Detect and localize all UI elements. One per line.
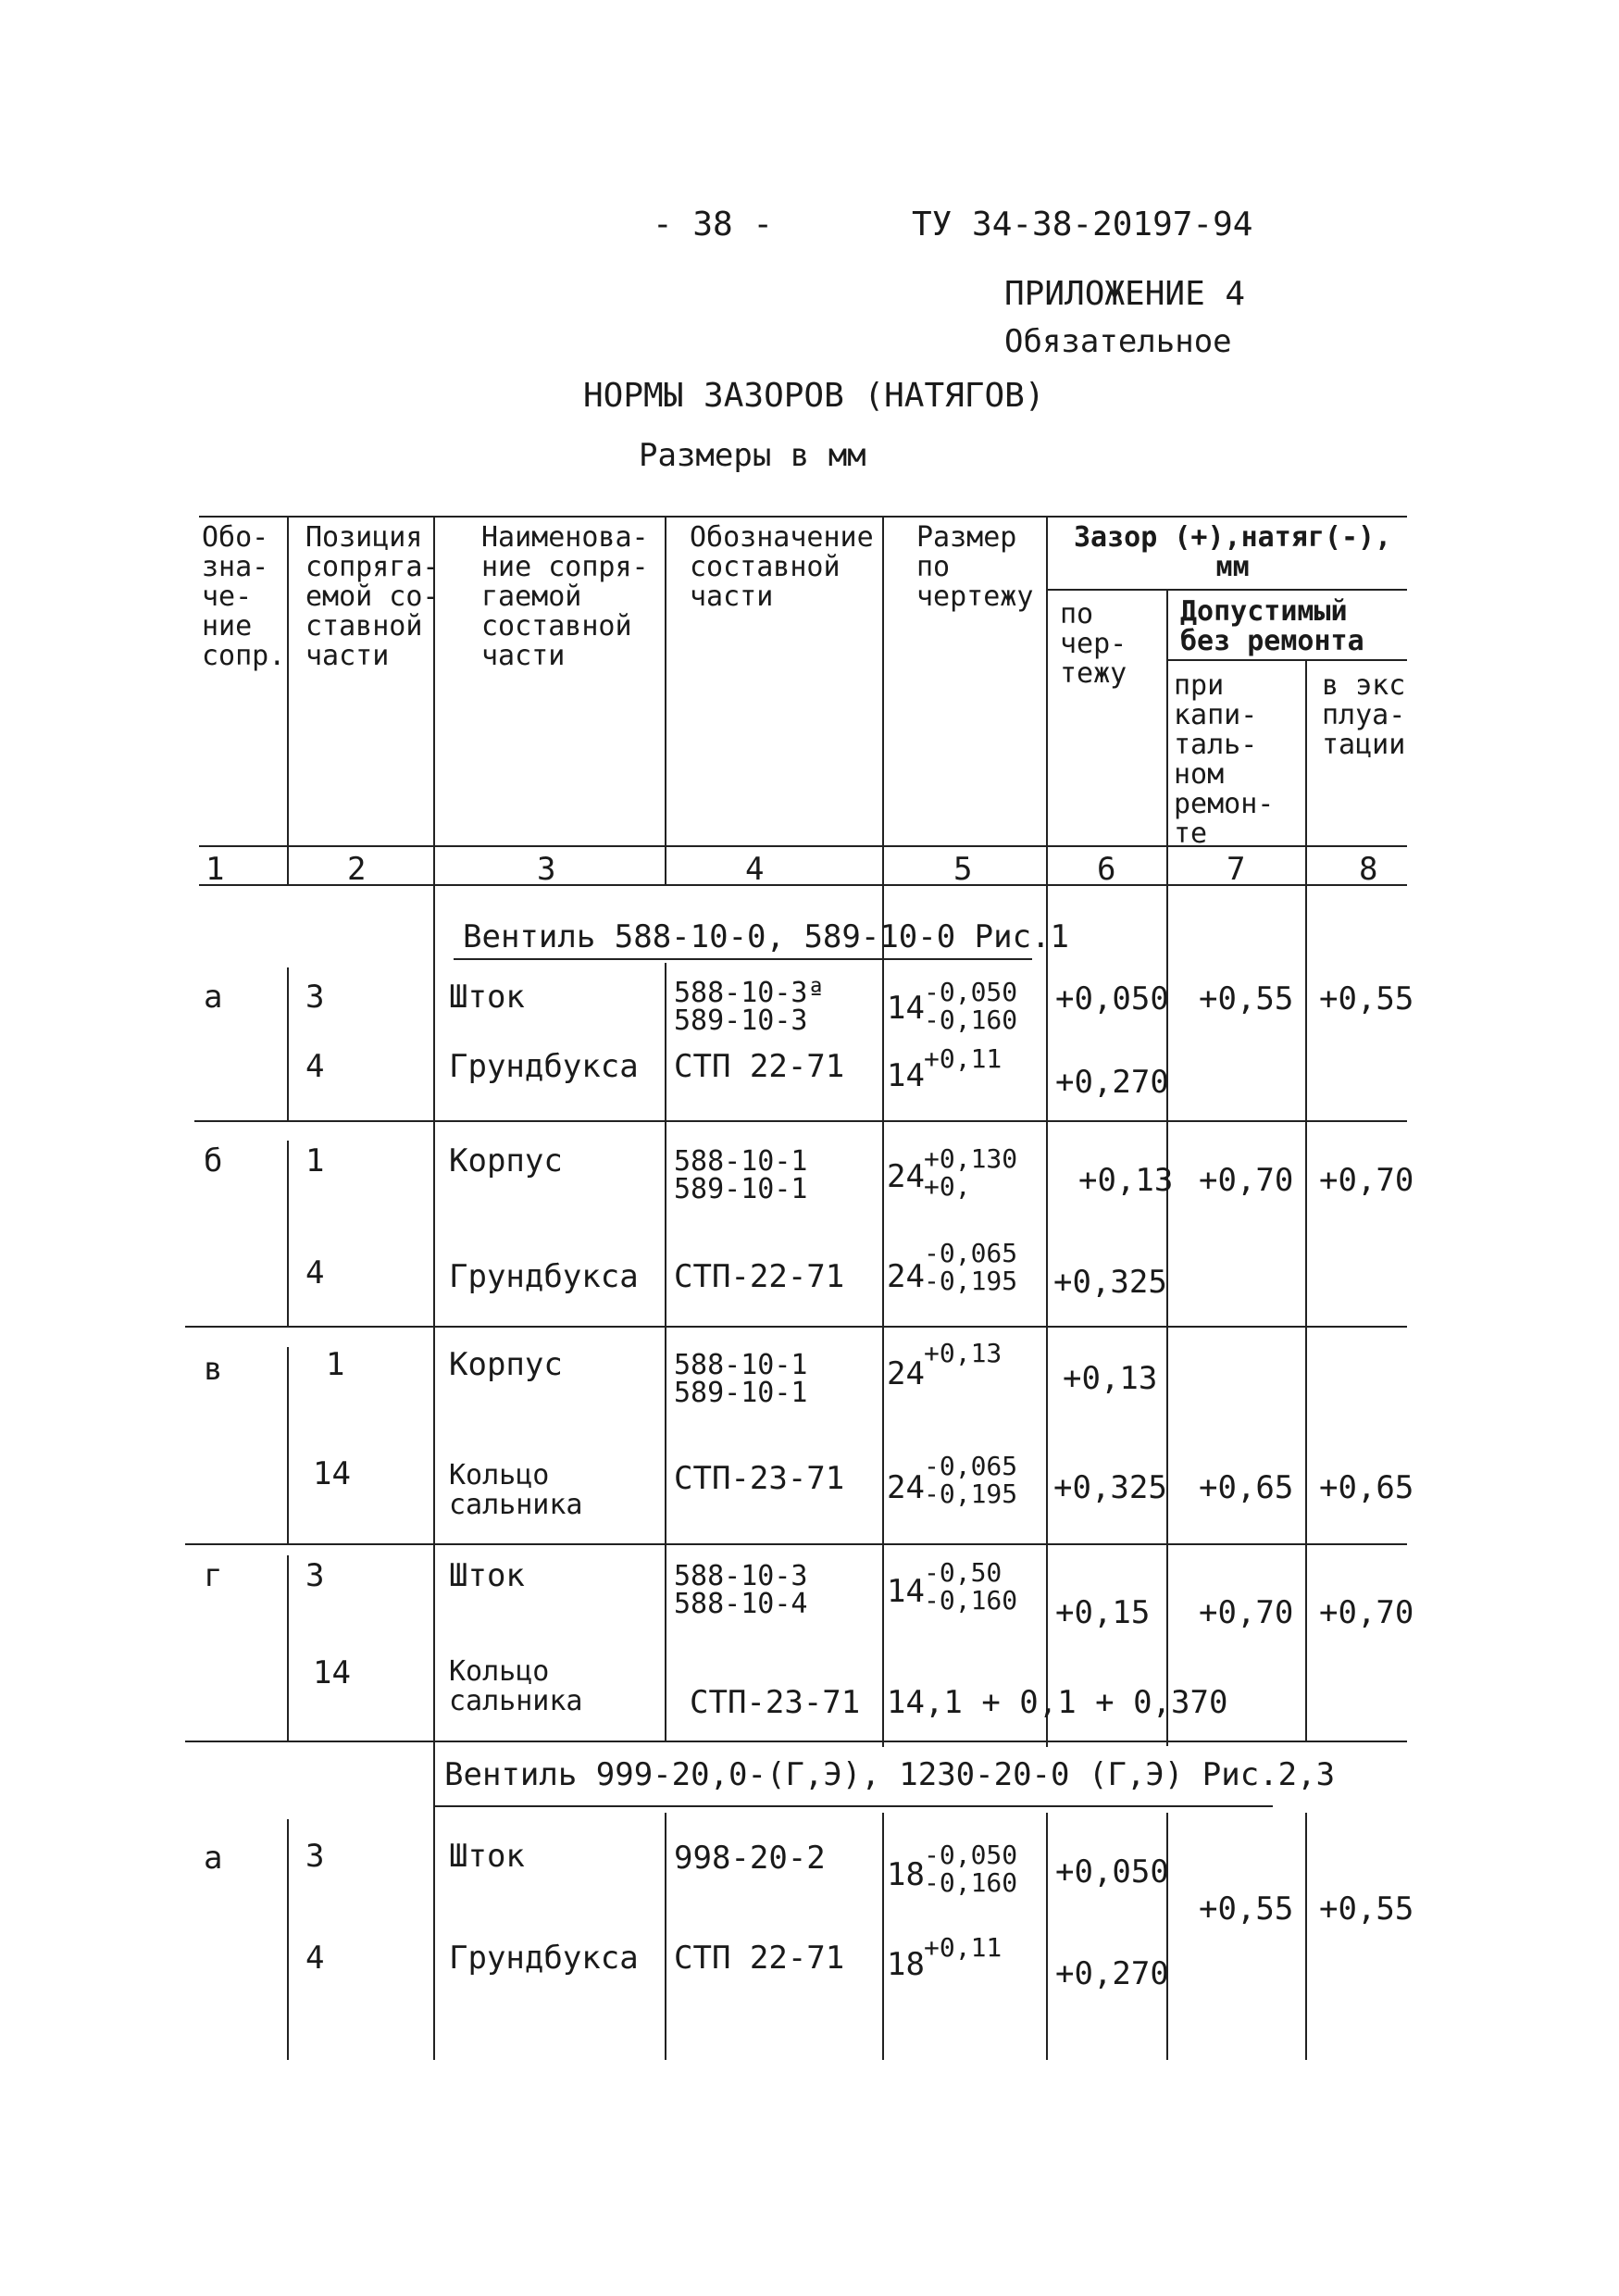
row-gap-operation: +0,70 [1319,1594,1414,1631]
row-size-upper: +0,11 [924,1932,1003,1963]
header-col-3: Наименова- ние сопря- гаемой составной части [481,521,649,672]
col-divider-7 [1305,659,1307,1741]
col-divider-1-a2 [287,1819,289,2060]
row-size-full: 14,1 + 0,1 + 0,370 [887,1684,1228,1721]
row-part-name: Шток [449,979,525,1016]
column-number-8: 8 [1359,851,1378,888]
row-part-code: 588-10-1 589-10-1 [674,1145,808,1205]
row-mark: в [204,1351,223,1388]
column-number-4: 4 [745,851,765,888]
header-clearance-group: Зазор (+),натяг(-), мм [1074,521,1392,583]
row-part-code: СТП-23-71 [690,1684,861,1721]
row-size-upper: -0,050 [924,1840,1018,1870]
row-position: 14 [313,1455,351,1492]
header-col-8: в экс плуа- тации [1322,669,1406,761]
row-size-base: 24 [887,1469,925,1506]
row-part-name: Грундбукса [449,1258,639,1295]
col-divider-3 [665,963,666,1741]
row-gap-capital: +0,70 [1199,1594,1294,1631]
row-gap-drawing: +0,050 [1055,980,1169,1017]
column-number-6: 6 [1097,851,1116,888]
row-size-base: 24 [887,1355,925,1392]
row-position: 14 [313,1654,351,1691]
row-part-name: Шток [449,1557,525,1594]
row-position: 1 [305,1142,325,1179]
header-col-7: при капи- таль- ном ремон- те [1174,669,1275,850]
row-gap-capital: +0,55 [1199,980,1294,1017]
row-part-code: СТП 22-71 [674,1940,845,1977]
row-part-code: 588-10-1 589-10-1 [674,1349,808,1409]
header-col-2: Позиция сопряга- емой со- ставной части [305,521,440,672]
row-gap-operation: +0,70 [1319,1162,1414,1199]
section-title: Вентиль 588-10-0, 589-10-0 Рис.1 [463,918,1070,955]
row-size-base: 18 [887,1946,925,1983]
row-gap-operation: +0,55 [1319,1890,1414,1928]
subgroup-header-rule [1166,659,1407,661]
row-part-name: Грундбукса [449,1940,639,1977]
row-mark: г [204,1557,223,1594]
row-size-base: 14 [887,1573,925,1610]
row-position: 1 [326,1346,345,1383]
column-number-2: 2 [347,851,367,888]
row-size-lower: -0,160 [924,1867,1018,1898]
col-divider-3b [665,1813,666,2060]
row-gap-operation: +0,65 [1319,1469,1414,1506]
appendix-status: Обязательное [1004,323,1232,360]
appendix-label: ПРИЛОЖЕНИЕ 4 [1004,275,1246,313]
col-divider-2 [433,516,435,2060]
row-part-name: Грундбукса [449,1048,639,1085]
row-size-lower: -0,195 [924,1266,1018,1296]
section-title: Вентиль 999-20,0-(Г,Э), 1230-20-0 (Г,Э) Рис.2,3 [444,1756,1336,1793]
col-divider-4b [882,1813,884,2060]
row-mark: а [204,979,223,1016]
row-size-base: 24 [887,1158,925,1195]
row-gap-drawing: +0,15 [1055,1594,1151,1631]
row-part-name: Кольцо сальника [449,1655,583,1717]
row-gap-drawing: +0,13 [1078,1162,1174,1199]
col-divider-6b [1166,1813,1168,2060]
row-position: 4 [305,1254,325,1292]
row-part-name: Корпус [449,1142,563,1179]
row-gap-capital: +0,55 [1199,1890,1294,1928]
col-divider-1-a [287,967,289,1120]
column-number-5: 5 [953,851,973,888]
header-col-1: Обо- зна- че- ние сопр. [202,521,286,672]
row-size-lower: +0, [924,1171,971,1202]
column-number-1: 1 [205,851,225,888]
row-part-name: Шток [449,1838,525,1875]
col-divider-5b [1046,1813,1048,2060]
row-size-upper: +0,11 [924,1043,1003,1074]
row-gap-capital: +0,65 [1199,1469,1294,1506]
group-g-rule [185,1543,1407,1545]
section-2-top-rule [185,1741,1407,1742]
row-part-name: Кольцо сальника [449,1459,583,1521]
column-number-7: 7 [1227,851,1246,888]
header-col-6: по чер- тежу [1060,598,1127,690]
row-gap-drawing: +0,270 [1055,1955,1169,1992]
row-position: 4 [305,1940,325,1977]
row-position: 3 [305,1557,325,1594]
row-size-upper: +0,130 [924,1143,1018,1174]
row-gap-drawing: +0,270 [1055,1064,1169,1101]
page-number: - 38 - [653,206,774,243]
row-gap-drawing: +0,050 [1055,1853,1169,1890]
row-part-code: 588-10-3 588-10-4 [674,1560,808,1620]
row-part-code: 588-10-3ª 589-10-3 [674,977,825,1037]
row-gap-drawing: +0,325 [1053,1469,1167,1506]
row-position: 3 [305,979,325,1016]
row-mark: б [204,1142,223,1179]
col-divider-1-header [287,516,289,884]
group-v-rule [185,1326,1407,1328]
row-position: 3 [305,1838,325,1875]
row-part-name: Корпус [449,1346,563,1383]
row-position: 4 [305,1048,325,1085]
row-size-lower: -0,160 [924,1004,1018,1035]
col-divider-1-g [287,1555,289,1741]
row-size-base: 14 [887,1057,925,1094]
row-size-upper: -0,50 [924,1557,1003,1588]
section-1-underline [454,958,1032,960]
row-gap-capital: +0,70 [1199,1162,1294,1199]
col-divider-3-header [665,516,666,886]
row-gap-operation: +0,55 [1319,980,1414,1017]
row-size-upper: -0,065 [924,1238,1018,1268]
row-part-code: СТП-22-71 [674,1258,845,1295]
row-size-upper: -0,065 [924,1451,1018,1481]
table-top-rule [199,516,1407,518]
row-size-base: 18 [887,1856,925,1893]
row-gap-drawing: +0,13 [1063,1360,1158,1397]
page-title: НОРМЫ ЗАЗОРОВ (НАТЯГОВ) [583,377,1045,415]
col-divider-1-v [287,1347,289,1543]
col-divider-7b [1305,1813,1307,2060]
units-note: Размеры в мм [639,437,866,474]
row-size-upper: +0,13 [924,1338,1003,1368]
row-part-code: СТП-23-71 [674,1460,845,1497]
header-col-5: Размер по чертежу [916,521,1034,613]
row-gap-drawing: +0,325 [1053,1264,1167,1301]
row-part-code: 998-20-2 [674,1840,826,1877]
row-size-lower: -0,195 [924,1479,1018,1509]
header-allowed-subgroup: Допустимый без ремонта [1180,595,1364,657]
row-part-code: СТП 22-71 [674,1048,845,1085]
row-size-upper: -0,050 [924,977,1018,1007]
row-size-base: 14 [887,990,925,1027]
column-number-3: 3 [537,851,556,888]
section-2-underline [435,1805,1273,1807]
group-b-rule [194,1120,1407,1122]
document-code: ТУ 34-38-20197-94 [912,206,1253,243]
col-divider-5 [1046,516,1048,1747]
row-mark: а [204,1840,223,1877]
header-col-4: Обозначение составной части [690,521,874,613]
col-divider-1-b [287,1141,289,1326]
col-divider-4 [882,516,884,1747]
group-header-rule [1048,589,1407,591]
row-size-lower: -0,160 [924,1585,1018,1616]
row-size-base: 24 [887,1258,925,1295]
